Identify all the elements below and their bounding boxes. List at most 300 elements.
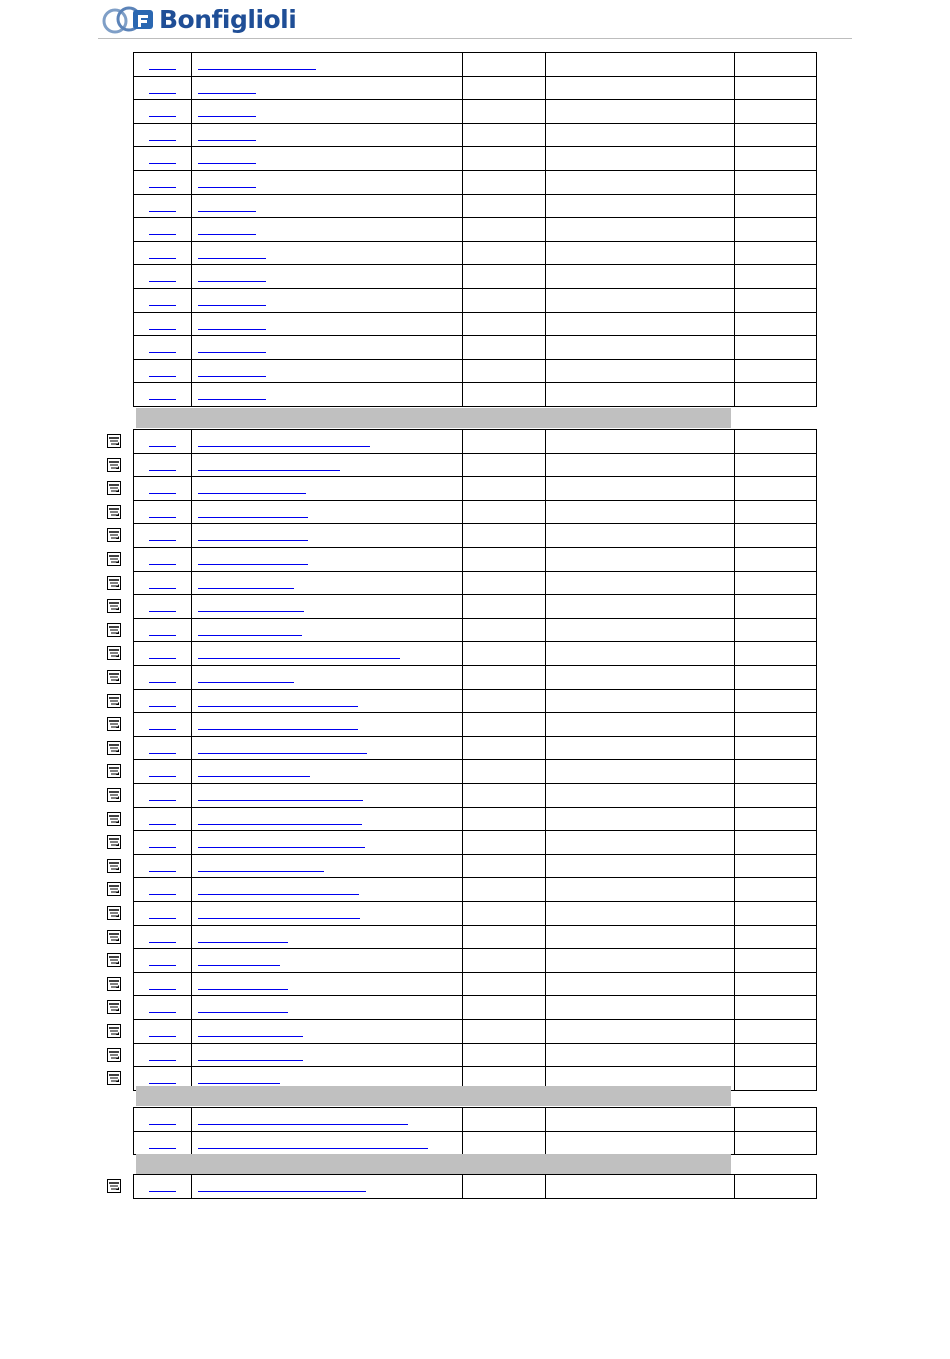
table-cell-col1	[133, 689, 192, 714]
table-cell-col4	[545, 1043, 735, 1068]
parameter-name-link[interactable]	[198, 965, 280, 966]
parameter-number-link[interactable]	[149, 1060, 176, 1061]
parameter-name-link[interactable]	[198, 470, 340, 471]
table-cell-col2	[191, 877, 463, 902]
table-cell-col3	[462, 241, 546, 266]
parameter-number-link[interactable]	[149, 376, 176, 377]
table-row	[0, 901, 950, 926]
table-cell-col4	[545, 783, 735, 808]
table-cell-col4	[545, 217, 735, 242]
table-cell-col3	[462, 476, 546, 501]
parameter-name-link[interactable]	[198, 329, 266, 330]
table-cell-col1	[133, 641, 192, 666]
table-cell-col1	[133, 877, 192, 902]
parameter-number-link[interactable]	[149, 658, 176, 659]
table-cell-col5	[734, 736, 817, 761]
parameter-name-link[interactable]	[198, 93, 256, 94]
parameter-set-icon	[107, 859, 121, 873]
table-cell-col4	[545, 288, 735, 313]
table-cell-col1	[133, 618, 192, 643]
table-cell-col4	[545, 1019, 735, 1044]
table-row	[0, 1019, 950, 1044]
table-row	[0, 359, 950, 384]
parameter-set-icon	[107, 528, 121, 542]
table-cell-col1	[133, 52, 192, 77]
parameter-name-link[interactable]	[198, 163, 256, 164]
table-row	[0, 1043, 950, 1068]
parameter-name-link[interactable]	[198, 517, 308, 518]
table-cell-col3	[462, 854, 546, 879]
table-cell-col4	[545, 500, 735, 525]
table-cell-col1	[133, 1019, 192, 1044]
table-row	[0, 736, 950, 761]
table-row	[0, 783, 950, 808]
table-cell-col5	[734, 854, 817, 879]
table-cell-col3	[462, 99, 546, 124]
parameter-name-link[interactable]	[198, 281, 266, 282]
table-cell-col2	[191, 547, 463, 572]
table-cell-col1	[133, 170, 192, 195]
table-cell-col4	[545, 170, 735, 195]
parameter-set-icon	[107, 623, 121, 637]
parameter-name-link[interactable]	[198, 493, 306, 494]
table-cell-col2	[191, 359, 463, 384]
table-cell-col4	[545, 571, 735, 596]
table-cell-col5	[734, 523, 817, 548]
table-cell-col2	[191, 335, 463, 360]
table-cell-col4	[545, 429, 735, 454]
table-row	[0, 523, 950, 548]
table-cell-col3	[462, 146, 546, 171]
parameter-number-link[interactable]	[149, 540, 176, 541]
parameter-set-icon	[107, 694, 121, 708]
table-cell-col4	[545, 547, 735, 572]
table-cell-col1	[133, 264, 192, 289]
parameter-set-icon	[107, 835, 121, 849]
table-cell-col2	[191, 830, 463, 855]
parameter-number-link[interactable]	[149, 281, 176, 282]
table-cell-col3	[462, 359, 546, 384]
table-cell-col2	[191, 712, 463, 737]
table-cell-col4	[545, 736, 735, 761]
table-cell-col1	[133, 736, 192, 761]
parameter-set-icon	[107, 788, 121, 802]
table-cell-col2	[191, 689, 463, 714]
table-cell-col3	[462, 453, 546, 478]
parameter-number-link[interactable]	[149, 446, 176, 447]
table-cell-col3	[462, 641, 546, 666]
parameter-number-link[interactable]	[149, 517, 176, 518]
table-cell-col3	[462, 736, 546, 761]
parameter-number-link[interactable]	[149, 1148, 176, 1149]
section-separator	[136, 1154, 731, 1174]
table-cell-col1	[133, 523, 192, 548]
parameter-number-link[interactable]	[149, 776, 176, 777]
table-cell-col3	[462, 830, 546, 855]
table-cell-col3	[462, 335, 546, 360]
parameter-name-link[interactable]	[198, 1060, 303, 1061]
parameter-name-link[interactable]	[198, 942, 288, 943]
table-cell-col5	[734, 99, 817, 124]
table-cell-col2	[191, 312, 463, 337]
table-cell-col4	[545, 52, 735, 77]
table-cell-col1	[133, 146, 192, 171]
table-cell-col3	[462, 712, 546, 737]
parameter-name-link[interactable]	[198, 847, 365, 848]
table-cell-col4	[545, 689, 735, 714]
parameter-name-link[interactable]	[198, 800, 363, 801]
parameter-name-link[interactable]	[198, 588, 294, 589]
section-separator	[136, 1086, 731, 1106]
parameter-name-link[interactable]	[198, 305, 266, 306]
table-cell-col4	[545, 665, 735, 690]
table-cell-col5	[734, 335, 817, 360]
table-cell-col5	[734, 170, 817, 195]
table-cell-col4	[545, 712, 735, 737]
parameter-number-link[interactable]	[149, 894, 176, 895]
parameter-name-link[interactable]	[198, 1148, 428, 1149]
table-cell-col1	[133, 807, 192, 832]
table-cell-col5	[734, 665, 817, 690]
table-row	[0, 476, 950, 501]
parameter-number-link[interactable]	[149, 871, 176, 872]
parameter-set-icon	[107, 458, 121, 472]
parameter-name-link[interactable]	[198, 399, 266, 400]
parameter-number-link[interactable]	[149, 611, 176, 612]
table-cell-col2	[191, 1019, 463, 1044]
parameter-number-link[interactable]	[149, 800, 176, 801]
parameter-set-icon	[107, 953, 121, 967]
table-cell-col5	[734, 1107, 817, 1132]
table-cell-col4	[545, 476, 735, 501]
table-cell-col3	[462, 547, 546, 572]
table-cell-col1	[133, 1174, 192, 1199]
parameter-number-link[interactable]	[149, 258, 176, 259]
table-cell-col3	[462, 618, 546, 643]
table-cell-col5	[734, 618, 817, 643]
table-cell-col5	[734, 972, 817, 997]
table-cell-col2	[191, 523, 463, 548]
table-cell-col4	[545, 359, 735, 384]
parameter-number-link[interactable]	[149, 918, 176, 919]
table-cell-col3	[462, 523, 546, 548]
table-cell-col4	[545, 901, 735, 926]
table-cell-col3	[462, 76, 546, 101]
parameter-number-link[interactable]	[149, 824, 176, 825]
table-row	[0, 618, 950, 643]
table-row	[0, 1174, 950, 1199]
parameter-number-link[interactable]	[149, 635, 176, 636]
table-cell-col5	[734, 759, 817, 784]
table-row	[0, 382, 950, 407]
parameter-name-link[interactable]	[198, 116, 256, 117]
parameter-set-icon	[107, 1000, 121, 1014]
table-cell-col3	[462, 1043, 546, 1068]
table-row	[0, 170, 950, 195]
parameter-set-icon	[107, 481, 121, 495]
table-cell-col2	[191, 925, 463, 950]
parameter-number-link[interactable]	[149, 753, 176, 754]
table-cell-col3	[462, 312, 546, 337]
table-row	[0, 854, 950, 879]
table-cell-col4	[545, 877, 735, 902]
table-cell-col4	[545, 264, 735, 289]
table-cell-col1	[133, 382, 192, 407]
parameter-name-link[interactable]	[198, 352, 266, 353]
parameter-number-link[interactable]	[149, 1191, 176, 1192]
table-cell-col1	[133, 99, 192, 124]
table-cell-col3	[462, 995, 546, 1020]
table-cell-col5	[734, 783, 817, 808]
table-cell-col5	[734, 1131, 817, 1156]
parameter-set-icon	[107, 882, 121, 896]
parameter-number-link[interactable]	[149, 729, 176, 730]
table-cell-col3	[462, 665, 546, 690]
table-row	[0, 429, 950, 454]
table-cell-col1	[133, 194, 192, 219]
parameter-name-link[interactable]	[198, 69, 316, 70]
parameter-name-link[interactable]	[198, 211, 256, 212]
table-cell-col5	[734, 877, 817, 902]
parameter-number-link[interactable]	[149, 1036, 176, 1037]
parameter-number-link[interactable]	[149, 1083, 176, 1084]
table-cell-col2	[191, 76, 463, 101]
table-cell-col1	[133, 1043, 192, 1068]
table-cell-col1	[133, 948, 192, 973]
parameter-set-icon	[107, 930, 121, 944]
table-cell-col3	[462, 759, 546, 784]
table-cell-col3	[462, 972, 546, 997]
table-cell-col5	[734, 1174, 817, 1199]
table-cell-col4	[545, 146, 735, 171]
table-cell-col5	[734, 712, 817, 737]
table-row	[0, 76, 950, 101]
table-cell-col1	[133, 453, 192, 478]
parameter-name-link[interactable]	[198, 234, 256, 235]
table-cell-col4	[545, 453, 735, 478]
table-cell-col2	[191, 288, 463, 313]
parameter-number-link[interactable]	[149, 588, 176, 589]
table-cell-col5	[734, 264, 817, 289]
table-row	[0, 665, 950, 690]
parameter-number-link[interactable]	[149, 211, 176, 212]
table-cell-col4	[545, 241, 735, 266]
table-cell-col3	[462, 877, 546, 902]
parameter-name-link[interactable]	[198, 706, 358, 707]
table-row	[0, 547, 950, 572]
parameter-name-link[interactable]	[198, 540, 308, 541]
table-cell-col1	[133, 759, 192, 784]
table-row	[0, 877, 950, 902]
table-cell-col2	[191, 123, 463, 148]
parameter-number-link[interactable]	[149, 187, 176, 188]
parameter-name-link[interactable]	[198, 446, 370, 447]
table-cell-col4	[545, 312, 735, 337]
table-cell-col2	[191, 571, 463, 596]
parameter-number-link[interactable]	[149, 989, 176, 990]
table-row	[0, 52, 950, 77]
table-cell-col5	[734, 241, 817, 266]
parameter-name-link[interactable]	[198, 1012, 288, 1013]
table-cell-col5	[734, 500, 817, 525]
table-cell-col2	[191, 217, 463, 242]
table-row	[0, 123, 950, 148]
table-cell-col1	[133, 312, 192, 337]
parameter-name-link[interactable]	[198, 1036, 303, 1037]
table-cell-col3	[462, 807, 546, 832]
parameter-name-link[interactable]	[198, 989, 288, 990]
table-cell-col2	[191, 1107, 463, 1132]
parameter-name-link[interactable]	[198, 776, 310, 777]
table-cell-col2	[191, 854, 463, 879]
table-cell-col2	[191, 783, 463, 808]
table-cell-col4	[545, 972, 735, 997]
parameter-set-icon	[107, 670, 121, 684]
table-cell-col1	[133, 594, 192, 619]
parameter-name-link[interactable]	[198, 635, 302, 636]
parameter-set-icon	[107, 977, 121, 991]
table-cell-col5	[734, 429, 817, 454]
table-cell-col2	[191, 736, 463, 761]
parameter-number-link[interactable]	[149, 93, 176, 94]
table-row	[0, 972, 950, 997]
parameter-number-link[interactable]	[149, 305, 176, 306]
table-cell-col3	[462, 1174, 546, 1199]
table-cell-col5	[734, 1066, 817, 1091]
parameter-name-link[interactable]	[198, 753, 367, 754]
table-cell-col2	[191, 901, 463, 926]
table-cell-col5	[734, 476, 817, 501]
parameter-name-link[interactable]	[198, 187, 256, 188]
parameter-name-link[interactable]	[198, 871, 324, 872]
parameter-number-link[interactable]	[149, 682, 176, 683]
parameter-set-icon	[107, 576, 121, 590]
parameter-set-icon	[107, 1071, 121, 1085]
table-cell-col3	[462, 500, 546, 525]
table-cell-col2	[191, 1043, 463, 1068]
parameter-set-icon	[107, 812, 121, 826]
parameter-name-link[interactable]	[198, 682, 294, 683]
parameter-name-link[interactable]	[198, 1191, 366, 1192]
table-cell-col3	[462, 1019, 546, 1044]
parameter-name-link[interactable]	[198, 1124, 408, 1125]
table-cell-col4	[545, 948, 735, 973]
table-cell-col2	[191, 146, 463, 171]
table-cell-col4	[545, 995, 735, 1020]
table-cell-col3	[462, 948, 546, 973]
parameter-number-link[interactable]	[149, 140, 176, 141]
parameter-set-icon	[107, 906, 121, 920]
table-cell-col3	[462, 594, 546, 619]
parameter-name-link[interactable]	[198, 611, 304, 612]
parameter-name-link[interactable]	[198, 894, 359, 895]
parameter-set-icon	[107, 741, 121, 755]
table-cell-col4	[545, 807, 735, 832]
parameter-number-link[interactable]	[149, 942, 176, 943]
table-cell-col4	[545, 335, 735, 360]
table-cell-col5	[734, 52, 817, 77]
parameter-number-link[interactable]	[149, 399, 176, 400]
parameter-number-link[interactable]	[149, 1012, 176, 1013]
table-cell-col1	[133, 123, 192, 148]
table-cell-col4	[545, 99, 735, 124]
parameter-set-icon	[107, 1048, 121, 1062]
table-row	[0, 288, 950, 313]
parameter-name-link[interactable]	[198, 564, 308, 565]
table-cell-col2	[191, 665, 463, 690]
parameter-name-link[interactable]	[198, 258, 266, 259]
table-row	[0, 500, 950, 525]
table-row	[0, 1107, 950, 1132]
table-cell-col4	[545, 854, 735, 879]
parameter-name-link[interactable]	[198, 140, 256, 141]
section-separator	[136, 408, 731, 428]
parameter-number-link[interactable]	[149, 69, 176, 70]
parameter-number-link[interactable]	[149, 493, 176, 494]
table-cell-col1	[133, 217, 192, 242]
table-cell-col5	[734, 830, 817, 855]
parameter-number-link[interactable]	[149, 116, 176, 117]
table-cell-col3	[462, 429, 546, 454]
table-cell-col4	[545, 1107, 735, 1132]
table-cell-col1	[133, 830, 192, 855]
table-cell-col2	[191, 241, 463, 266]
parameter-number-link[interactable]	[149, 965, 176, 966]
parameter-number-link[interactable]	[149, 329, 176, 330]
table-cell-col1	[133, 783, 192, 808]
parameter-number-link[interactable]	[149, 234, 176, 235]
parameter-name-link[interactable]	[198, 658, 400, 659]
table-cell-col1	[133, 429, 192, 454]
table-cell-col2	[191, 641, 463, 666]
parameter-name-link[interactable]	[198, 376, 266, 377]
table-cell-col1	[133, 901, 192, 926]
parameter-name-link[interactable]	[198, 918, 360, 919]
table-cell-col2	[191, 382, 463, 407]
table-cell-col2	[191, 948, 463, 973]
parameter-name-link[interactable]	[198, 1083, 280, 1084]
parameter-number-link[interactable]	[149, 1124, 176, 1125]
table-cell-col1	[133, 500, 192, 525]
parameter-set-icon	[107, 599, 121, 613]
table-cell-col5	[734, 901, 817, 926]
table-cell-col1	[133, 547, 192, 572]
table-cell-col3	[462, 123, 546, 148]
parameter-number-link[interactable]	[149, 470, 176, 471]
table-cell-col1	[133, 571, 192, 596]
table-cell-col3	[462, 382, 546, 407]
table-cell-col3	[462, 288, 546, 313]
table-cell-col2	[191, 194, 463, 219]
table-cell-col3	[462, 264, 546, 289]
parameter-number-link[interactable]	[149, 352, 176, 353]
parameter-set-icon	[107, 764, 121, 778]
parameter-number-link[interactable]	[149, 847, 176, 848]
parameter-number-link[interactable]	[149, 706, 176, 707]
table-row	[0, 995, 950, 1020]
parameter-number-link[interactable]	[149, 564, 176, 565]
table-cell-col4	[545, 1174, 735, 1199]
brand-name: Bonfiglioli	[159, 5, 297, 34]
table-cell-col5	[734, 571, 817, 596]
table-cell-col3	[462, 52, 546, 77]
table-cell-col4	[545, 618, 735, 643]
table-cell-col3	[462, 689, 546, 714]
table-cell-col5	[734, 925, 817, 950]
parameter-name-link[interactable]	[198, 824, 362, 825]
parameter-number-link[interactable]	[149, 163, 176, 164]
parameter-name-link[interactable]	[198, 729, 358, 730]
